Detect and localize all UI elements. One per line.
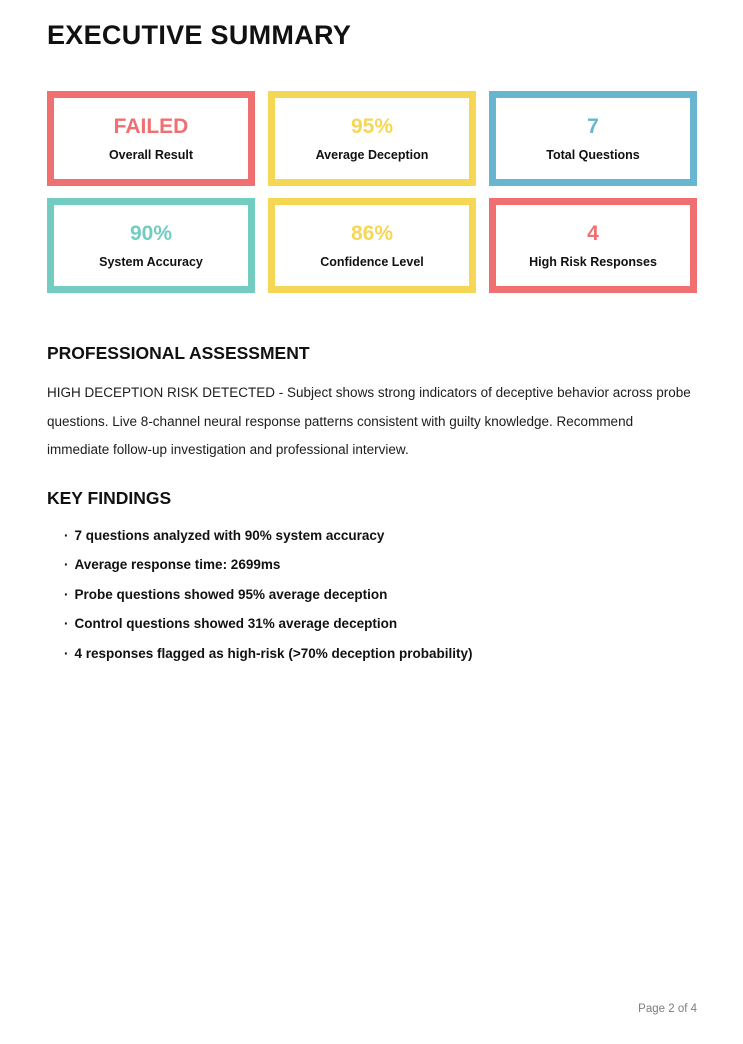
page-title: EXECUTIVE SUMMARY <box>47 20 352 50</box>
finding-item <box>64 588 697 602</box>
bullet-glyph: · <box>64 586 69 602</box>
finding-text: Average response time: 2699ms <box>74 557 281 572</box>
bullet-glyph: · <box>64 557 69 572</box>
assessment-body: HIGH DECEPTION RISK DETECTED - Subject shows strong indicators of deceptive behavior across probe questions. Live 8-channel neural response patterns consistent with guilty knowledge. Recommend immediate follow-up investigation and professional interview. <box>47 385 691 457</box>
metric-label: High Risk Responses <box>529 255 657 269</box>
findings-heading: KEY FINDINGS <box>47 487 172 508</box>
metric-value: 86% <box>350 222 394 245</box>
bullet-glyph: · <box>64 645 69 661</box>
bullet-glyph: · <box>64 616 69 631</box>
metric-value: 4 <box>587 222 599 245</box>
metric-card-high-risk-responses <box>489 198 697 293</box>
metric-cards-grid <box>47 91 697 293</box>
finding-item <box>64 647 697 661</box>
metric-label: Confidence Level <box>320 255 424 269</box>
finding-item <box>64 617 697 631</box>
metric-value: 95% <box>350 115 394 138</box>
finding-text: Control questions showed 31% average deception <box>74 616 398 631</box>
metric-card-total-questions <box>489 91 697 186</box>
finding-item <box>64 529 697 543</box>
metric-card-overall-result <box>47 91 255 186</box>
metric-value: 90% <box>129 222 173 245</box>
metric-card-average-deception <box>268 91 476 186</box>
metric-label: Total Questions <box>546 148 640 162</box>
metric-card-confidence-level <box>268 198 476 293</box>
metric-value: 7 <box>587 115 599 138</box>
metric-value: FAILED <box>113 115 189 138</box>
finding-text: 7 questions analyzed with 90% system accuracy <box>74 527 385 543</box>
finding-text: Probe questions showed 95% average deception <box>74 586 388 602</box>
metric-label: Overall Result <box>108 148 194 162</box>
finding-text: 4 responses flagged as high-risk (>70% deception probability) <box>74 645 473 661</box>
metric-card-system-accuracy <box>47 198 255 293</box>
metric-label: Average Deception <box>315 148 429 162</box>
metric-label: System Accuracy <box>99 255 203 269</box>
findings-list <box>47 529 697 661</box>
finding-item <box>64 558 697 572</box>
page-number: Page 2 of 4 <box>638 1003 697 1015</box>
assessment-heading: PROFESSIONAL ASSESSMENT <box>47 343 310 363</box>
bullet-glyph: · <box>64 527 69 543</box>
